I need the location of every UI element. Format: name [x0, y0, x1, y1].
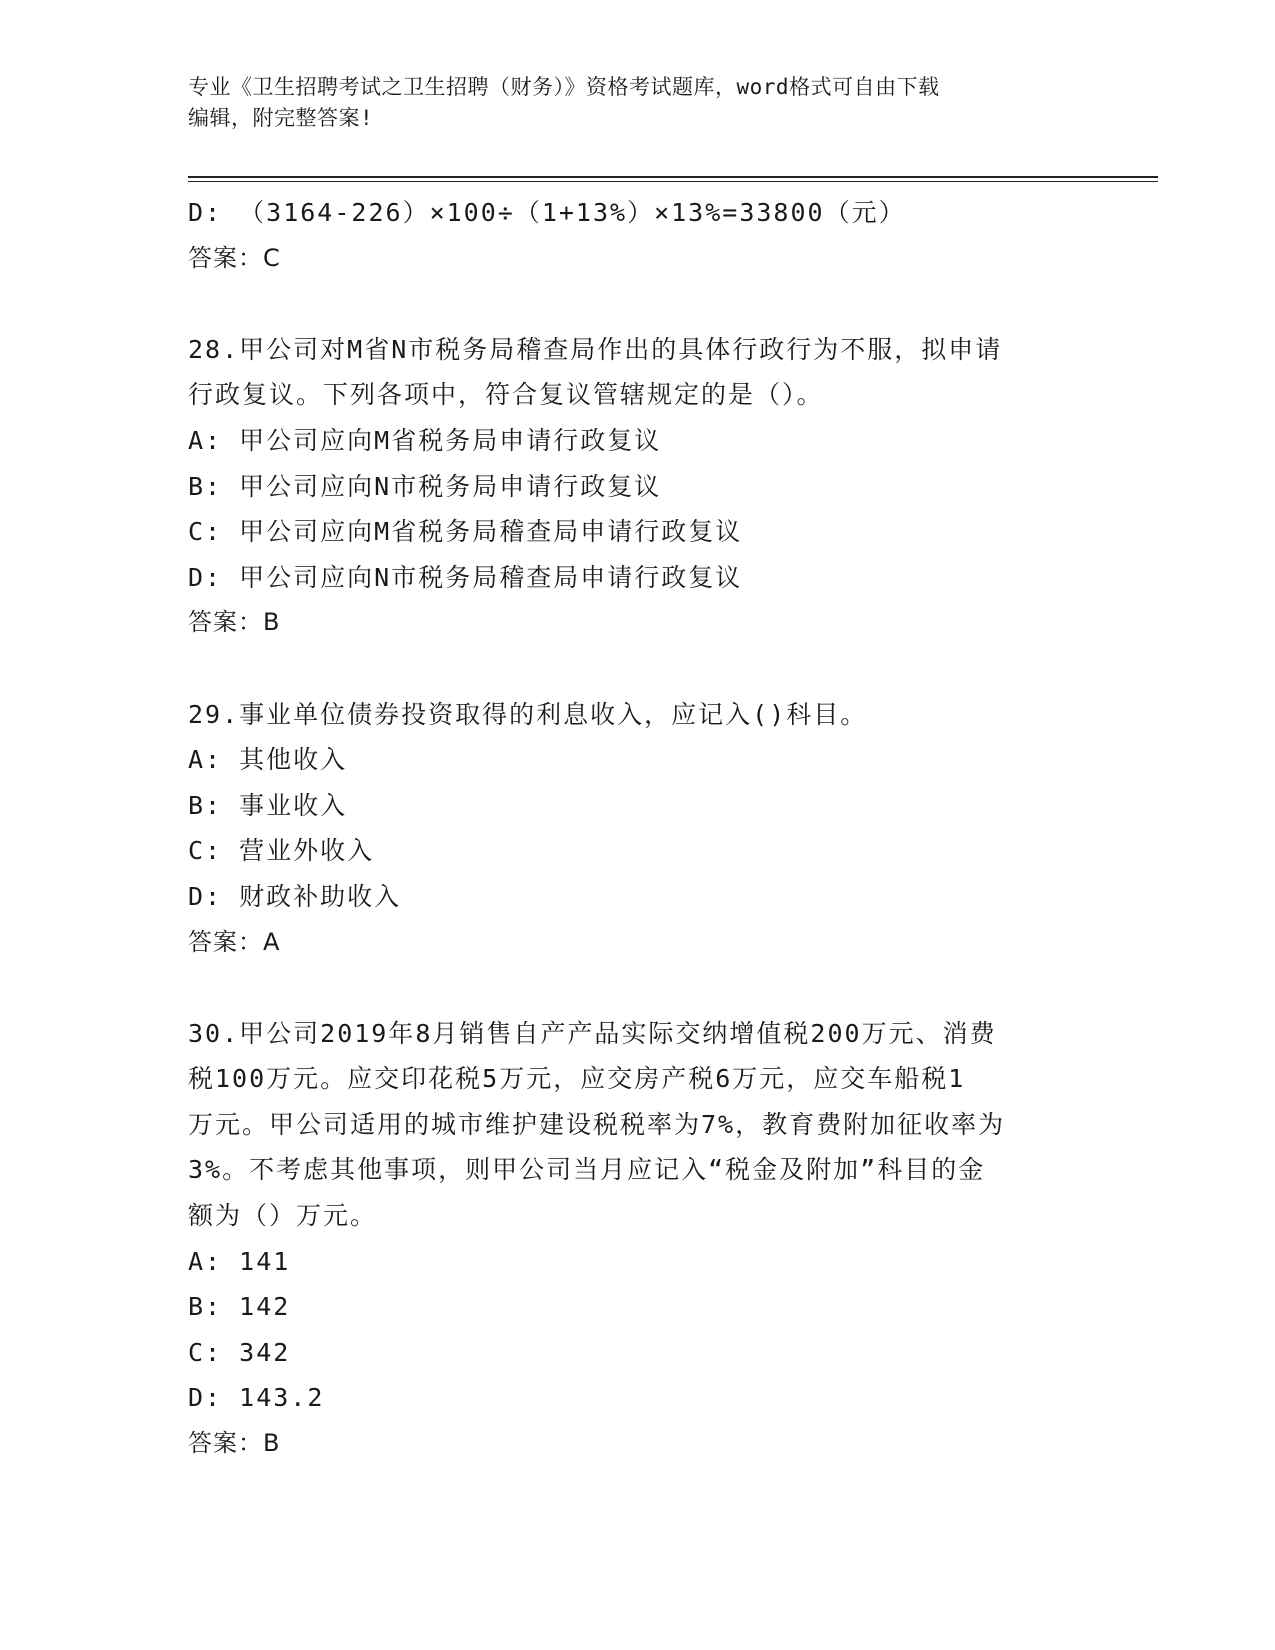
- q29-answer: 答案：A: [188, 927, 281, 956]
- q30-stem-line-3: 万元。甲公司适用的城市维护建设税税率为7%，教育费附加征收率为: [188, 1109, 1006, 1139]
- q28-option-a: A: 甲公司应向M省税务局申请行政复议: [188, 425, 662, 455]
- prev-option-d: D: （3164-226）×100÷（1+13%）×13%=33800（元）: [188, 198, 906, 227]
- q28-answer: 答案：B: [188, 608, 281, 637]
- spacer: [188, 281, 1088, 327]
- q30-stem-line-2: 税100万元。应交印花税5万元，应交房产税6万元，应交车船税1: [188, 1064, 966, 1094]
- question-29: [188, 692, 1088, 966]
- header-line-2: 编辑，附完整答案!: [188, 106, 374, 130]
- q30-option-b: B: 142: [188, 1292, 291, 1322]
- spacer: [188, 646, 1088, 692]
- q28-stem-line-1: 28.甲公司对M省N市税务局稽查局作出的具体行政行为不服，拟申请: [188, 334, 1003, 364]
- q30-stem-line-5: 额为（）万元。: [188, 1201, 378, 1231]
- q28-option-d: D: 甲公司应向N市税务局稽查局申请行政复议: [188, 562, 743, 592]
- q30-answer: 答案：B: [188, 1429, 281, 1458]
- question-28: [188, 327, 1088, 646]
- page-header: [188, 72, 1088, 134]
- header-line-1: 专业《卫生招聘考试之卫生招聘（财务）》资格考试题库，word格式可自由下载: [188, 75, 940, 99]
- q28-option-c: C: 甲公司应向M省税务局稽查局申请行政复议: [188, 517, 743, 547]
- q30-option-d: D: 143.2: [188, 1383, 325, 1413]
- q29-stem-line-1: 29.事业单位债券投资取得的利息收入，应记入()科目。: [188, 699, 868, 729]
- question-30: [188, 1011, 1088, 1467]
- prev-answer: 答案：C: [188, 243, 281, 272]
- header-divider-thick: [188, 176, 1158, 178]
- q29-option-d: D: 财政补助收入: [188, 881, 402, 911]
- spacer: [188, 965, 1088, 1011]
- header-divider-thin: [188, 181, 1158, 182]
- q28-stem-line-2: 行政复议。下列各项中，符合复议管辖规定的是（）。: [188, 380, 824, 410]
- q29-option-b: B: 事业收入: [188, 790, 348, 820]
- q30-option-c: C: 342: [188, 1337, 291, 1367]
- q29-option-c: C: 营业外收入: [188, 836, 375, 866]
- question-content: [188, 190, 1088, 1467]
- q28-option-b: B: 甲公司应向N市税务局申请行政复议: [188, 471, 662, 501]
- q30-stem-line-1: 30.甲公司2019年8月销售自产产品实际交纳增值税200万元、消费: [188, 1018, 997, 1048]
- q30-option-a: A: 141: [188, 1246, 291, 1276]
- q30-stem-line-4: 3%。不考虑其他事项，则甲公司当月应记入“税金及附加”科目的金: [188, 1155, 986, 1185]
- q29-option-a: A: 其他收入: [188, 745, 348, 775]
